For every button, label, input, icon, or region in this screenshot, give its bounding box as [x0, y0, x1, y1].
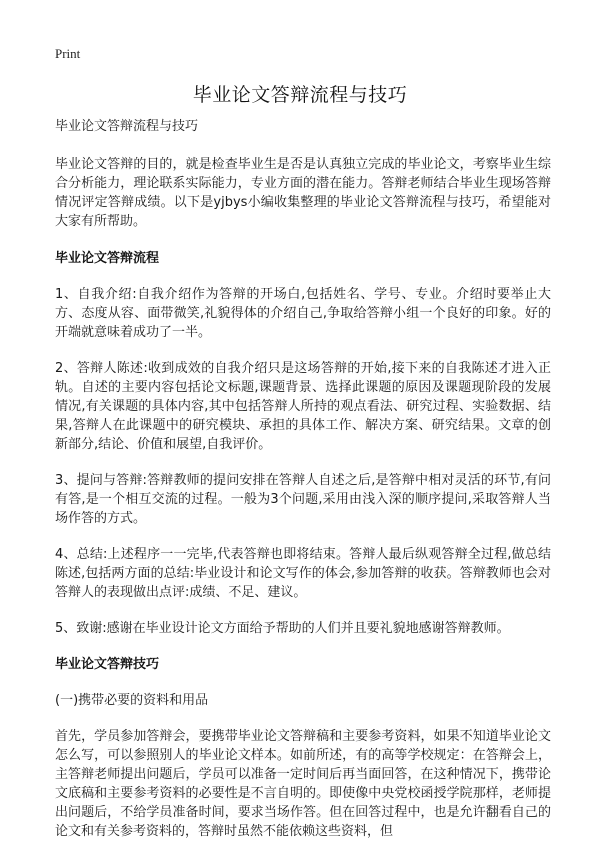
page-title: 毕业论文答辩流程与技巧 — [192, 84, 408, 106]
process-step: 3、提问与答辩:答辩教师的提问安排在答辩人自述之后,是答辩中相对灵活的环节,有问有答,是一个相互交流的过程。一般为3个问题,采用由浅入深的顺序提问,采取答辩人当场作答的方式。 — [55, 473, 551, 526]
article-subtitle: 毕业论文答辩流程与技巧 — [55, 119, 199, 134]
tips-paragraph: 首先，学员参加答辩会，要携带毕业论文答辩稿和主要参考资料，如果不知道毕业论文怎么写，可以参照别人的毕业论文样本。如前所述，有的高等学校规定：在答辩会上，主答辩老师提出问题后，学员可以准备一定时间后再当面回答，在这种情况下，携带论文底稿和主要参考资料的必要性是不言自明的。即使像中央党校函授学院那样，老师提出问题后，不给学员准备时间，要求当场作答。但在回答过程中，也是允许翻看自己的论文和有关参考资料的，答辩时虽然不能依赖这些资料，但 — [55, 729, 551, 839]
process-step: 1、自我介绍:自我介绍作为答辩的开场白,包括姓名、学号、专业。介绍时要举止大方、态度从容、面带微笑,礼貌得体的介绍自己,争取给答辩小组一个良好的印象。好的开端就意味着成功了一半。 — [55, 287, 551, 340]
section-heading-tips: 毕业论文答辩技巧 — [55, 657, 160, 672]
process-step: 5、致谢:感谢在毕业设计论文方面给予帮助的人们并且要礼貌地感谢答辩教师。 — [55, 621, 510, 636]
process-step: 4、总结:上述程序一一完毕,代表答辩也即将结束。答辩人最后纵观答辩全过程,做总结陈述,包括两方面的总结:毕业设计和论文写作的体会,参加答辩的收获。答辩教师也会对答辩人的表现做出点评:成绩、不足、建议。 — [55, 547, 551, 600]
process-step: 2、答辩人陈述:收到成效的自我介绍只是这场答辩的开始,接下来的自我陈述才进入正轨。自述的主要内容包括论文标题,课题背景、选择此课题的原因及课题现阶段的发展情况,有关课题的具体内容,其中包括答辩人所持的观点看法、研究过程、实验数据、结果,答辩人在此课题中的研究模块、承担的具体工作、解决方案、研究结果。文章的创新部分,结论、价值和展望,自我评价。 — [55, 361, 551, 452]
tips-subheading: (一)携带必要的资料和用品 — [55, 693, 209, 708]
section-heading-process: 毕业论文答辩流程 — [55, 251, 160, 266]
print-link[interactable]: Print — [55, 46, 81, 61]
article-body — [55, 117, 551, 858]
intro-paragraph: 毕业论文答辩的目的，就是检查毕业生是否是认真独立完成的毕业论文，考察毕业生综合分析能力，理论联系实际能力，专业方面的潜在能力。答辩老师结合毕业生现场答辩情况评定答辩成绩。以下是yjbys小编收集整理的毕业论文答辩流程与技巧，希望能对大家有所帮助。 — [55, 157, 551, 229]
